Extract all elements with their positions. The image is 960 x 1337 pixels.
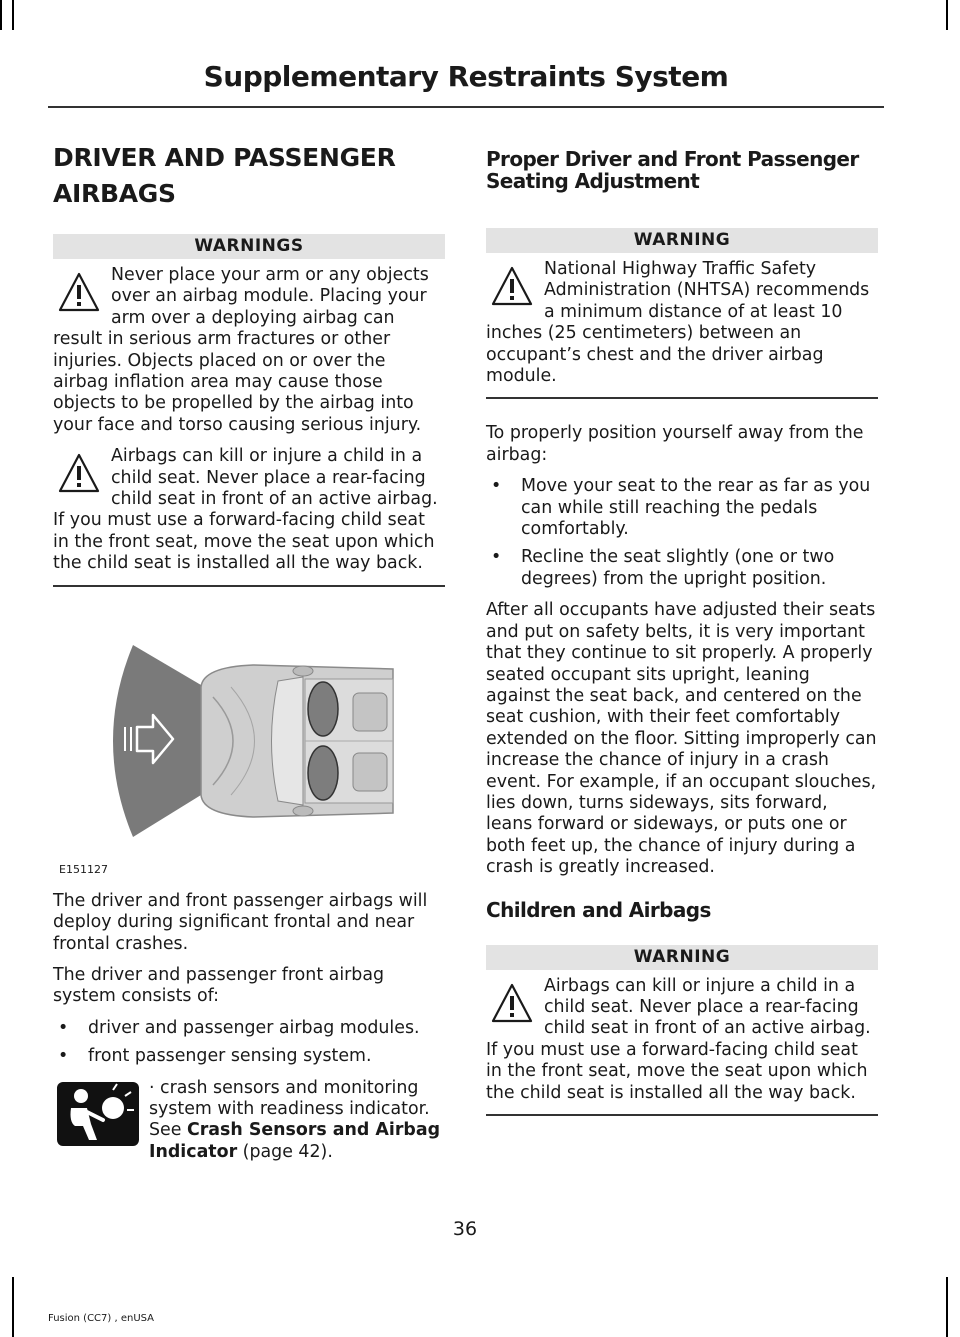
warnings-label: WARNINGS	[53, 234, 445, 259]
list-item-text: driver and passenger airbag modules.	[88, 1017, 420, 1038]
bullet-marker: •	[491, 547, 502, 568]
car-airbag-illustration	[53, 607, 445, 867]
warning-label: WARNING	[486, 228, 878, 253]
section-heading: Children and Airbags	[486, 897, 711, 922]
airbag-deployment-figure	[53, 607, 445, 876]
crop-mark	[946, 1277, 948, 1337]
warning-item	[53, 265, 445, 436]
paragraph: The driver and front passenger airbags will deploy during significant frontal and near frontal crashes.	[53, 890, 428, 954]
warning-end-rule	[486, 1114, 878, 1116]
warning-text: Airbags can kill or injure a child in a child seat. Never place a rear-facing child seat in front of an active airbag. If you must use a forward-facing child seat in the front seat, move the seat upon which the child seat is installed all the way back.	[53, 446, 438, 574]
airbag-indicator-paragraph	[53, 1078, 445, 1164]
list-item	[53, 1018, 445, 1039]
paragraph: After all occupants have adjusted their seats and put on safety belts, it is very important that they continue to sit properly. A properly seated occupant sits upright, leaning against the seat back, and centered on the seat cushion, with their feet comfortably extended on the floor. Sitting improperly can increase the chance of injury in a crash event. For example, if an occupant slouches, lies down, turns sideways, sits forward, leans forward or sideways, or puts one or both feet up, the chance of injury during a crash is greatly increased.	[486, 600, 877, 878]
crop-mark	[946, 0, 948, 30]
crop-mark	[12, 0, 14, 30]
airbag-warning-icon	[57, 1082, 139, 1146]
section-heading: Proper Driver and Front Passenger Seating Adjustment	[486, 147, 859, 193]
warning-text: National Highway Traffic Safety Administration (NHTSA) recommends a minimum distance of at least 10 inches (25 centimeters) between an occupant’s chest and the driver airbag module.	[486, 259, 870, 387]
warning-triangle-icon	[490, 265, 534, 307]
crop-mark	[0, 0, 2, 30]
icon-text: · crash sensors and monitoring system with readiness indicator. See	[149, 1077, 430, 1141]
icon-text-suffix: (page 42).	[237, 1141, 333, 1162]
warning-text: Never place your arm or any objects over an airbag module. Placing your arm over a deploying airbag can result in serious arm fractures or other injuries. Objects placed on or over the airbag inflation area may cause those objects to be propelled by the airbag into your face and torso causing serious injury.	[53, 265, 429, 435]
paragraph: The driver and passenger front airbag system consists of:	[53, 964, 385, 1007]
list-item-text: Move your seat to the rear as far as you can while still reaching the pedals comfortably.	[521, 476, 871, 540]
header-rule	[48, 106, 884, 108]
warning-triangle-icon	[57, 452, 101, 494]
warning-item	[486, 976, 878, 1104]
section-heading: DRIVER AND PASSENGER AIRBAGS	[53, 143, 396, 208]
page-header: Supplementary Restraints System	[203, 60, 729, 93]
left-column	[53, 140, 445, 1163]
warning-text: Airbags can kill or injure a child in a child seat. Never place a rear-facing child seat in front of an active airbag. If you must use a forward-facing child seat in the front seat, move the seat upon which the child seat is installed all the way back.	[486, 975, 871, 1103]
warning-triangle-icon	[57, 271, 101, 313]
bullet-marker: •	[491, 476, 502, 497]
list-item	[486, 476, 878, 540]
warning-item	[53, 446, 445, 574]
list-item	[486, 547, 878, 590]
footer: Fusion (CC7) , enUSA	[48, 1313, 155, 1324]
bullet-marker: •	[58, 1017, 69, 1038]
warning-end-rule	[486, 397, 878, 399]
bullet-marker: •	[58, 1046, 69, 1067]
list-item-text: Recline the seat slightly (one or two degrees) from the upright position.	[521, 547, 835, 589]
warning-end-rule	[53, 585, 445, 587]
list-item-text: front passenger sensing system.	[88, 1046, 372, 1067]
right-column	[486, 140, 878, 1136]
paragraph: To properly position yourself away from the airbag:	[486, 423, 864, 465]
page-number: 36	[452, 1218, 478, 1240]
list-item	[53, 1046, 445, 1067]
warning-triangle-icon	[490, 982, 534, 1024]
crop-mark	[12, 1277, 14, 1337]
cross-reference-link[interactable]: Crash Sensors and Airbag Indicator	[149, 1120, 441, 1162]
figure-code: E151127	[59, 862, 108, 876]
warning-label: WARNING	[486, 945, 878, 970]
warning-item	[486, 259, 878, 387]
